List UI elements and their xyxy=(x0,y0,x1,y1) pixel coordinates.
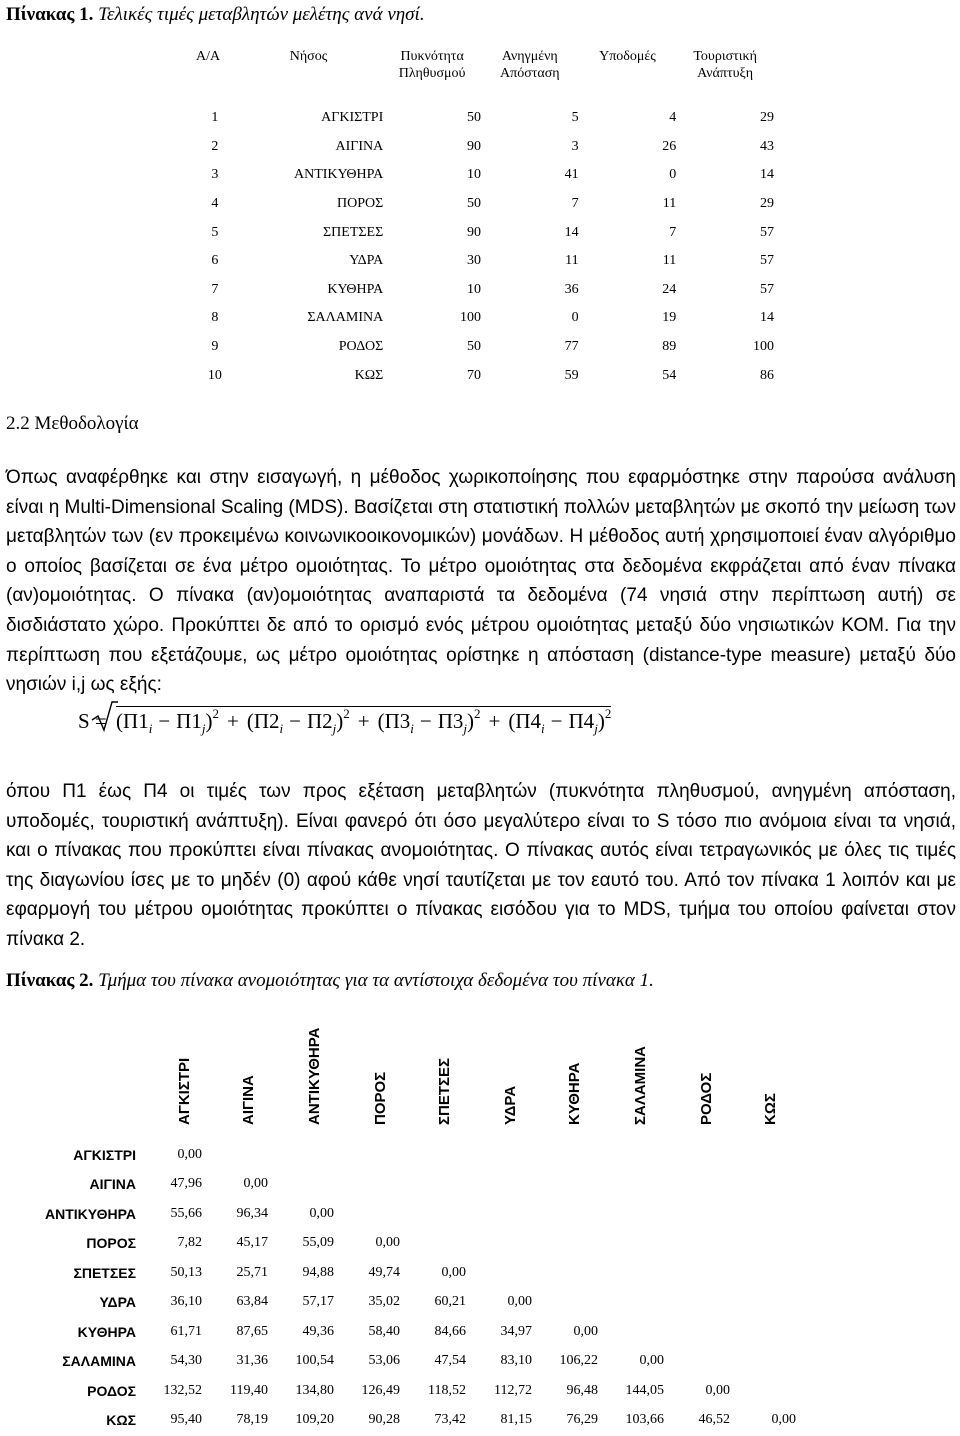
dissimilarity-cell: 78,19 xyxy=(236,1412,268,1428)
dissimilarity-cell: 103,66 xyxy=(625,1412,664,1428)
table-row xyxy=(0,1170,796,1200)
row-number: 2 xyxy=(211,138,219,154)
sqrt-sign-icon xyxy=(90,700,118,734)
island-name: ΠΟΡΟΣ xyxy=(336,196,384,212)
density-value: 10 xyxy=(466,167,481,183)
dissimilarity-cell: 84,66 xyxy=(434,1323,466,1339)
island-name: ΚΥΘΗΡΑ xyxy=(327,281,384,297)
dissimilarity-cell xyxy=(466,1170,532,1200)
dissimilarity-cell: 0,00 xyxy=(507,1294,532,1310)
dissimilarity-cell xyxy=(730,1199,796,1229)
density-value: 90 xyxy=(466,138,481,154)
table-row xyxy=(0,1347,796,1377)
dissimilarity-cell: 0,00 xyxy=(177,1146,202,1162)
formula-base: Π3 xyxy=(384,709,411,733)
dissimilarity-cell xyxy=(466,1258,532,1288)
table-row xyxy=(192,161,774,190)
formula-base: Π1 xyxy=(176,709,202,733)
column-header: ΑΝΤΙΚΥΘΗΡΑ xyxy=(306,1027,323,1125)
dissimilarity-cell: 45,17 xyxy=(236,1235,268,1251)
dissimilarity-cell xyxy=(664,1229,730,1259)
column-header: ΠΟΡΟΣ xyxy=(372,1071,389,1125)
tourism-value: 14 xyxy=(760,310,774,326)
row-number: 3 xyxy=(211,167,219,183)
infrastructure-value: 7 xyxy=(669,224,677,240)
column-header: ΥΔΡΑ xyxy=(502,1085,519,1125)
dissimilarity-cell xyxy=(730,1258,796,1288)
distance-value: 0 xyxy=(571,310,579,326)
dissimilarity-cell xyxy=(664,1288,730,1318)
formula-minus: − xyxy=(158,709,171,733)
row-number: 8 xyxy=(211,310,219,326)
formula-sub: j xyxy=(463,721,468,736)
dissimilarity-cell: 144,05 xyxy=(625,1382,664,1398)
dissimilarity-cell: 0,00 xyxy=(243,1176,268,1192)
row-island-name: ΑΙΓΙΝΑ xyxy=(89,1176,136,1193)
dissimilarity-cell xyxy=(664,1199,730,1229)
dissimilarity-cell: 54,30 xyxy=(170,1353,202,1369)
header-tourism: Τουριστική Ανάπτυξη xyxy=(693,49,757,81)
row-number: 5 xyxy=(211,224,219,240)
dissimilarity-cell: 118,52 xyxy=(428,1382,466,1398)
column-header: ΚΥΘΗΡΑ xyxy=(566,1062,583,1125)
formula-paren: ) xyxy=(336,709,344,733)
row-island-name: ΣΑΛΑΜΙΝΑ xyxy=(62,1353,136,1370)
table-row xyxy=(0,1199,796,1229)
formula-sub: j xyxy=(201,721,206,736)
dissimilarity-cell xyxy=(202,1140,268,1170)
infrastructure-value: 54 xyxy=(662,367,677,383)
island-name: ΣΑΛΑΜΙΝΑ xyxy=(307,310,384,326)
dissimilarity-cell xyxy=(598,1199,664,1229)
tourism-value: 57 xyxy=(760,281,774,297)
dissimilarity-cell xyxy=(598,1317,664,1347)
formula-paren: ) xyxy=(597,709,605,733)
distance-value: 41 xyxy=(564,167,579,183)
dissimilarity-cell xyxy=(598,1140,664,1170)
header-distance: Ανηγμένη Απόσταση xyxy=(500,49,560,81)
dissimilarity-cell xyxy=(598,1229,664,1259)
table-row xyxy=(0,1258,796,1288)
header-aa: Α/Α xyxy=(196,49,221,64)
row-island-name: ΠΟΡΟΣ xyxy=(86,1235,136,1252)
infrastructure-value: 89 xyxy=(662,339,677,355)
density-value: 100 xyxy=(459,310,481,326)
island-name: ΥΔΡΑ xyxy=(349,253,384,269)
density-value: 50 xyxy=(466,339,481,355)
infrastructure-value: 0 xyxy=(669,167,677,183)
formula-base: Π2 xyxy=(253,709,280,733)
dissimilarity-cell: 95,40 xyxy=(170,1412,202,1428)
table-row xyxy=(0,1406,796,1436)
row-number: 1 xyxy=(211,110,219,126)
dissimilarity-cell xyxy=(532,1140,598,1170)
tourism-value: 100 xyxy=(753,339,774,355)
dissimilarity-cell: 83,10 xyxy=(500,1353,532,1369)
formula-sub: j xyxy=(332,721,337,736)
formula-sub: i xyxy=(148,721,153,736)
formula-base: Π3 xyxy=(437,709,464,733)
header-infrastructure: Υποδομές xyxy=(599,49,656,64)
dissimilarity-cell: 0,00 xyxy=(441,1264,466,1280)
island-name: ΣΠΕΤΣΕΣ xyxy=(323,224,384,240)
column-header: ΚΩΣ xyxy=(762,1093,779,1125)
dissimilarity-cell xyxy=(532,1288,598,1318)
tourism-value: 29 xyxy=(760,110,774,126)
island-name: ΚΩΣ xyxy=(354,367,384,383)
dissimilarity-cell: 35,02 xyxy=(368,1294,400,1310)
island-name: ΑΝΤΙΚΥΘΗΡΑ xyxy=(293,167,384,183)
dissimilarity-cell xyxy=(532,1199,598,1229)
variables-table xyxy=(192,48,774,390)
dissimilarity-cell: 119,40 xyxy=(230,1382,268,1398)
table2-caption-label: Πίνακας 2. xyxy=(6,970,94,991)
dissimilarity-cell: 25,71 xyxy=(236,1264,268,1280)
table1-caption-label: Πίνακας 1. xyxy=(6,4,94,25)
dissimilarity-cell: 31,36 xyxy=(236,1353,268,1369)
dissimilarity-cell: 0,00 xyxy=(705,1382,730,1398)
dissimilarity-cell: 109,20 xyxy=(295,1412,334,1428)
density-value: 50 xyxy=(466,196,481,212)
formula-term xyxy=(508,706,612,736)
formula-paren: ( xyxy=(377,709,385,733)
header-island: Νήσος xyxy=(289,49,328,64)
formula-base: Π1 xyxy=(123,709,149,733)
dissimilarity-cell: 49,74 xyxy=(368,1264,400,1280)
formula-sup: 2 xyxy=(604,706,612,721)
infrastructure-value: 24 xyxy=(662,281,677,297)
dissimilarity-cell: 0,00 xyxy=(639,1353,664,1369)
density-value: 90 xyxy=(466,224,481,240)
dissimilarity-cell xyxy=(532,1258,598,1288)
dissimilarity-cell: 49,36 xyxy=(302,1323,334,1339)
density-value: 70 xyxy=(466,367,481,383)
table1-caption xyxy=(6,4,425,26)
formula-base: Π4 xyxy=(515,709,542,733)
dissimilarity-cell xyxy=(664,1347,730,1377)
dissimilarity-cell xyxy=(400,1140,466,1170)
table-row xyxy=(192,104,774,133)
formula-sub: j xyxy=(594,721,598,736)
row-number: 10 xyxy=(207,367,222,383)
dissimilarity-cell xyxy=(664,1258,730,1288)
dissimilarity-cell xyxy=(400,1170,466,1200)
row-island-name: ΑΓΚΙΣΤΡΙ xyxy=(73,1146,136,1163)
formula-minus: − xyxy=(289,709,301,733)
formula-paren: ( xyxy=(508,709,516,733)
dissimilarity-cell: 81,15 xyxy=(500,1412,532,1428)
formula-base: Π4 xyxy=(568,709,595,733)
dissimilarity-cell xyxy=(268,1170,334,1200)
formula-body xyxy=(116,706,612,736)
dissimilarity-cell xyxy=(466,1140,532,1170)
dissimilarity-cell: 73,42 xyxy=(434,1412,466,1428)
tourism-value: 43 xyxy=(760,138,774,154)
column-header: ΑΓΚΙΣΤΡΙ xyxy=(176,1057,193,1125)
dissimilarity-cell xyxy=(268,1140,334,1170)
row-island-name: ΚΥΘΗΡΑ xyxy=(77,1323,136,1340)
dissimilarity-cell xyxy=(532,1170,598,1200)
dissimilarity-table xyxy=(0,1140,796,1435)
dissimilarity-cell: 61,71 xyxy=(170,1323,202,1339)
dissimilarity-cell: 0,00 xyxy=(309,1205,334,1221)
table2-caption xyxy=(6,970,654,992)
dissimilarity-cell: 60,21 xyxy=(434,1294,466,1310)
dissimilarity-cell: 46,52 xyxy=(698,1412,730,1428)
formula-base: Π2 xyxy=(306,709,333,733)
plus-sign: + xyxy=(488,709,501,733)
tourism-value: 86 xyxy=(760,367,774,383)
row-island-name: ΚΩΣ xyxy=(106,1412,136,1429)
dissimilarity-cell xyxy=(730,1376,796,1406)
formula-term xyxy=(246,706,350,736)
distance-value: 7 xyxy=(571,196,579,212)
distance-formula xyxy=(78,706,611,737)
plus-sign: + xyxy=(357,709,370,733)
formula-sup: 2 xyxy=(212,706,219,721)
dissimilarity-cell: 100,54 xyxy=(295,1353,334,1369)
table-row xyxy=(192,304,774,333)
dissimilarity-cell: 90,28 xyxy=(368,1412,400,1428)
table-row xyxy=(0,1229,796,1259)
dissimilarity-cell: 36,10 xyxy=(170,1294,202,1310)
infrastructure-value: 26 xyxy=(662,138,677,154)
formula-minus: − xyxy=(550,709,563,733)
dissimilarity-cell: 126,49 xyxy=(361,1382,400,1398)
dissimilarity-cell: 55,66 xyxy=(170,1205,202,1221)
formula-sub: i xyxy=(279,721,284,736)
distance-value: 36 xyxy=(564,281,579,297)
table-row xyxy=(192,190,774,219)
dissimilarity-cell: 53,06 xyxy=(368,1353,400,1369)
dissimilarity-cell: 94,88 xyxy=(302,1264,334,1280)
dissimilarity-cell: 0,00 xyxy=(771,1412,796,1428)
row-island-name: ΡΟΔΟΣ xyxy=(87,1382,136,1399)
table-row xyxy=(0,1317,796,1347)
dissimilarity-cell: 132,52 xyxy=(163,1382,202,1398)
column-header: ΑΙΓΙΝΑ xyxy=(240,1075,257,1125)
distance-value: 5 xyxy=(571,110,579,126)
formula-sup: 2 xyxy=(474,706,481,721)
dissimilarity-cell: 47,54 xyxy=(434,1353,466,1369)
formula-term xyxy=(116,706,219,736)
infrastructure-value: 19 xyxy=(662,310,677,326)
dissimilarity-cell xyxy=(466,1199,532,1229)
dissimilarity-cell xyxy=(730,1140,796,1170)
distance-value: 14 xyxy=(564,224,579,240)
formula-paren: ( xyxy=(116,709,124,733)
table-row xyxy=(0,1288,796,1318)
dissimilarity-cell xyxy=(664,1170,730,1200)
table-row xyxy=(192,218,774,247)
dissimilarity-cell xyxy=(400,1229,466,1259)
island-name: ΡΟΔΟΣ xyxy=(338,339,384,355)
infrastructure-value: 11 xyxy=(662,196,677,212)
dissimilarity-cell: 96,34 xyxy=(236,1205,268,1221)
dissimilarity-cell xyxy=(598,1288,664,1318)
tourism-value: 29 xyxy=(760,196,774,212)
section-title: 2.2 Μεθοδολογία xyxy=(6,413,139,434)
dissimilarity-cell xyxy=(532,1229,598,1259)
tourism-value: 57 xyxy=(760,253,774,269)
row-island-name: ΥΔΡΑ xyxy=(99,1294,136,1311)
row-number: 7 xyxy=(211,281,219,297)
dissimilarity-cell: 58,40 xyxy=(368,1323,400,1339)
dissimilarity-cell: 47,96 xyxy=(170,1176,202,1192)
dissimilarity-cell: 7,82 xyxy=(177,1235,202,1251)
formula-sub: i xyxy=(410,721,414,736)
table-row xyxy=(192,276,774,305)
header-density: Πυκνότητα Πληθυσμού xyxy=(398,49,466,81)
dissimilarity-cell: 0,00 xyxy=(573,1323,598,1339)
tourism-value: 57 xyxy=(760,224,774,240)
dissimilarity-cell xyxy=(730,1347,796,1377)
methodology-paragraph: Όπως αναφέρθηκε και στην εισαγωγή, η μέθοδος χωρικοποίησης που εφαρμόστηκε στην παρούσα ανάλυση είναι η Multi-Dimensional Scaling (MDS). Βασίζεται στη στατιστική πολλών μεταβλητών με σκοπό την μείωση των μεταβλητών των (εν προκειμένω κοινωνικοοικονομικών) μονάδων. Η μέθοδος αυτή χρησιμοποιεί έναν αλγόριθμο ο οποίος βασίζεται σε ένα μέτρο ομοιότητας. Το μέτρο ομοιότητας στα δεδομένα εκφράζεται από έναν πίνακα (αν)ομοιότητας. Ο πίνακα (αν)ομοιότητας αναπαριστά τα δεδομένα (74 νησιά στην περίπτωση αυτή) σε δισδιάστατο χώρο. Προκύπτει δε από το ορισμό ενός μέτρου ομοιότητας μεταξύ δύο νησιωτικών ΚΟΜ. Για την περίπτωση που εξετάζουμε, ως μέτρο ομοιότητας ορίστηκε η απόσταση (distance-type measure) μεταξύ δύο νησιών i,j ως εξής: xyxy=(6,467,956,696)
distance-value: 59 xyxy=(564,367,579,383)
table-row xyxy=(192,333,774,362)
row-number: 9 xyxy=(211,339,219,355)
row-number: 6 xyxy=(211,253,219,269)
dissimilarity-cell xyxy=(334,1140,400,1170)
table-row xyxy=(192,133,774,162)
dissimilarity-cell: 87,65 xyxy=(236,1323,268,1339)
formula-lhs: S = xyxy=(78,709,107,733)
dissimilarity-cell: 106,22 xyxy=(559,1353,598,1369)
row-island-name: ΑΝΤΙΚΥΘΗΡΑ xyxy=(45,1205,136,1222)
dissimilarity-cell xyxy=(598,1258,664,1288)
dissimilarity-cell: 96,48 xyxy=(566,1382,598,1398)
distance-value: 11 xyxy=(565,253,579,269)
formula-minus: − xyxy=(419,709,432,733)
island-name: ΑΙΓΙΝΑ xyxy=(335,138,384,154)
formula-sup: 2 xyxy=(343,706,350,721)
density-value: 30 xyxy=(466,253,481,269)
formula-sub: i xyxy=(541,721,545,736)
table1-caption-text: Τελικές τιμές μεταβλητών μελέτης ανά νησί. xyxy=(98,4,425,25)
dissimilarity-cell xyxy=(400,1199,466,1229)
formula-paren: ) xyxy=(205,709,213,733)
column-header: ΣΑΛΑΜΙΝΑ xyxy=(632,1046,649,1125)
dissimilarity-cell xyxy=(664,1317,730,1347)
row-island-name: ΣΠΕΤΣΕΣ xyxy=(73,1264,136,1281)
dissimilarity-cell xyxy=(466,1229,532,1259)
plus-sign: + xyxy=(226,709,239,733)
formula-term xyxy=(377,706,481,736)
island-name: ΑΓΚΙΣΤΡΙ xyxy=(321,110,384,126)
density-value: 50 xyxy=(466,110,481,126)
column-header: ΣΠΕΤΣΕΣ xyxy=(436,1057,453,1125)
formula-paren: ) xyxy=(467,709,475,733)
sqrt-expression xyxy=(112,706,611,737)
dissimilarity-cell: 57,17 xyxy=(302,1294,334,1310)
dissimilarity-cell xyxy=(730,1170,796,1200)
table2-caption-text: Τμήμα του πίνακα ανομοιότητας για τα αντίστοιχα δεδομένα του πίνακα 1. xyxy=(98,970,654,991)
dissimilarity-cell: 76,29 xyxy=(566,1412,598,1428)
distance-value: 77 xyxy=(564,339,579,355)
infrastructure-value: 4 xyxy=(669,110,677,126)
dissimilarity-cell: 112,72 xyxy=(494,1382,532,1398)
density-value: 10 xyxy=(466,281,481,297)
dissimilarity-cell xyxy=(598,1170,664,1200)
dissimilarity-cell: 34,97 xyxy=(500,1323,532,1339)
dissimilarity-cell: 63,84 xyxy=(236,1294,268,1310)
infrastructure-value: 11 xyxy=(662,253,677,269)
row-number: 4 xyxy=(211,196,219,212)
explanation-paragraph: όπου Π1 έως Π4 οι τιμές των προς εξέταση μεταβλητών (πυκνότητα πληθυσμού, ανηγμένη απόσταση, υποδομές, τουριστική ανάπτυξη). Είναι φανερό ότι όσο μεγαλύτερο είναι το S τόσο πιο ανόμοια είναι τα νησιά, και ο πίνακας που προκύπτει είναι πίνακας ανομοιότητας. Ο πίνακας αυτός είναι τετραγωνικός με όλες τις τιμές της διαγωνίου ίσες με το μηδέν (0) αφού κάθε νησί ταυτίζεται με τον εαυτό του. Από τον πίνακα 1 λοιπόν και με εφαρμογή του μέτρου ομοιότητας προκύπτει ο πίνακας εισόδου για το MDS, τμήμα του οποίου φαίνεται στον πίνακα 2. xyxy=(6,781,956,950)
dissimilarity-cell xyxy=(334,1170,400,1200)
dissimilarity-cell xyxy=(664,1140,730,1170)
dissimilarity-cell: 0,00 xyxy=(375,1235,400,1251)
table-header-row xyxy=(192,48,774,104)
dissimilarity-cell xyxy=(730,1317,796,1347)
dissimilarity-cell xyxy=(730,1229,796,1259)
dissimilarity-cell xyxy=(334,1199,400,1229)
tourism-value: 14 xyxy=(760,167,774,183)
table-row xyxy=(192,361,774,390)
table-row xyxy=(192,247,774,276)
formula-paren: ( xyxy=(246,709,254,733)
dissimilarity-cell: 55,09 xyxy=(302,1235,334,1251)
dissimilarity-cell: 134,80 xyxy=(295,1382,334,1398)
table-row xyxy=(0,1140,796,1170)
table-row xyxy=(0,1376,796,1406)
distance-value: 3 xyxy=(571,138,579,154)
column-header: ΡΟΔΟΣ xyxy=(698,1072,715,1125)
dissimilarity-cell: 50,13 xyxy=(170,1264,202,1280)
dissimilarity-cell xyxy=(730,1288,796,1318)
